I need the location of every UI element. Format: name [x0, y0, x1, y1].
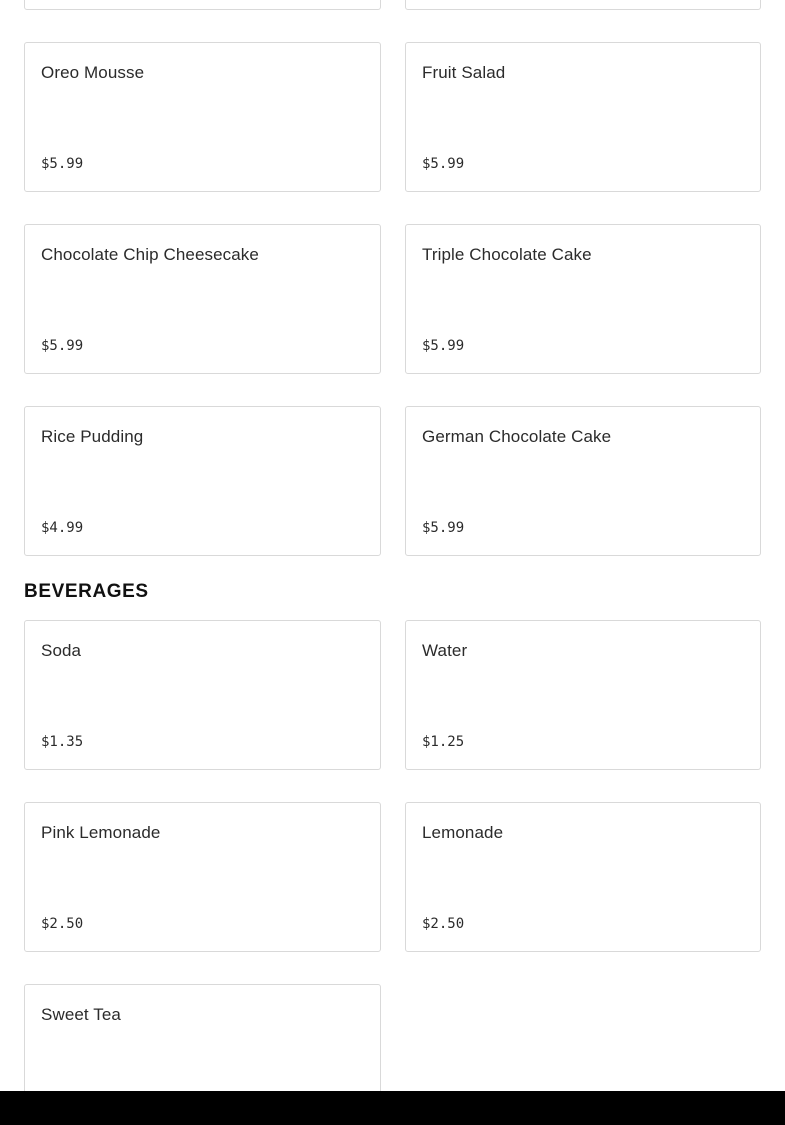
menu-item-price: $5.99 [422, 520, 465, 536]
bottom-bar [0, 1091, 785, 1125]
menu-item-price: $1.25 [422, 734, 465, 750]
menu-item-price: $5.99 [41, 338, 84, 354]
section-title-beverages: BEVERAGES [24, 581, 149, 602]
menu-item-name: Water [422, 641, 468, 660]
menu-item-name: Rice Pudding [41, 427, 144, 446]
menu-item-name: Fruit Salad [422, 63, 506, 82]
menu-item-card[interactable] [24, 802, 381, 952]
menu-item-card[interactable] [24, 224, 381, 374]
menu-item-price: $5.99 [422, 338, 465, 354]
menu-item-name: Oreo Mousse [41, 63, 145, 82]
menu-item-price: $1.35 [41, 734, 84, 750]
menu-item-card[interactable] [405, 802, 761, 952]
menu-item-card[interactable] [405, 406, 761, 556]
menu-item-card[interactable] [405, 620, 761, 770]
menu-item-price: $2.50 [422, 916, 465, 932]
menu-item-card-partial[interactable] [405, 0, 761, 10]
menu-item-price: $4.99 [41, 520, 84, 536]
menu-item-price: $2.50 [41, 916, 84, 932]
menu-item-card[interactable] [24, 406, 381, 556]
menu-item-card[interactable] [24, 42, 381, 192]
menu-item-card[interactable] [405, 42, 761, 192]
menu-item-name: Pink Lemonade [41, 823, 161, 842]
menu-item-card[interactable] [405, 224, 761, 374]
menu-item-card[interactable] [24, 620, 381, 770]
menu-item-price: $5.99 [422, 156, 465, 172]
menu-item-price: $5.99 [41, 156, 84, 172]
menu-item-name: Soda [41, 641, 82, 660]
menu-item-name: Sweet Tea [41, 1005, 121, 1024]
menu-item-name: Lemonade [422, 823, 504, 842]
menu-item-card-partial[interactable] [24, 0, 381, 10]
menu-item-name: Triple Chocolate Cake [422, 245, 592, 264]
menu-item-name: Chocolate Chip Cheesecake [41, 245, 259, 264]
menu-item-name: German Chocolate Cake [422, 427, 612, 446]
